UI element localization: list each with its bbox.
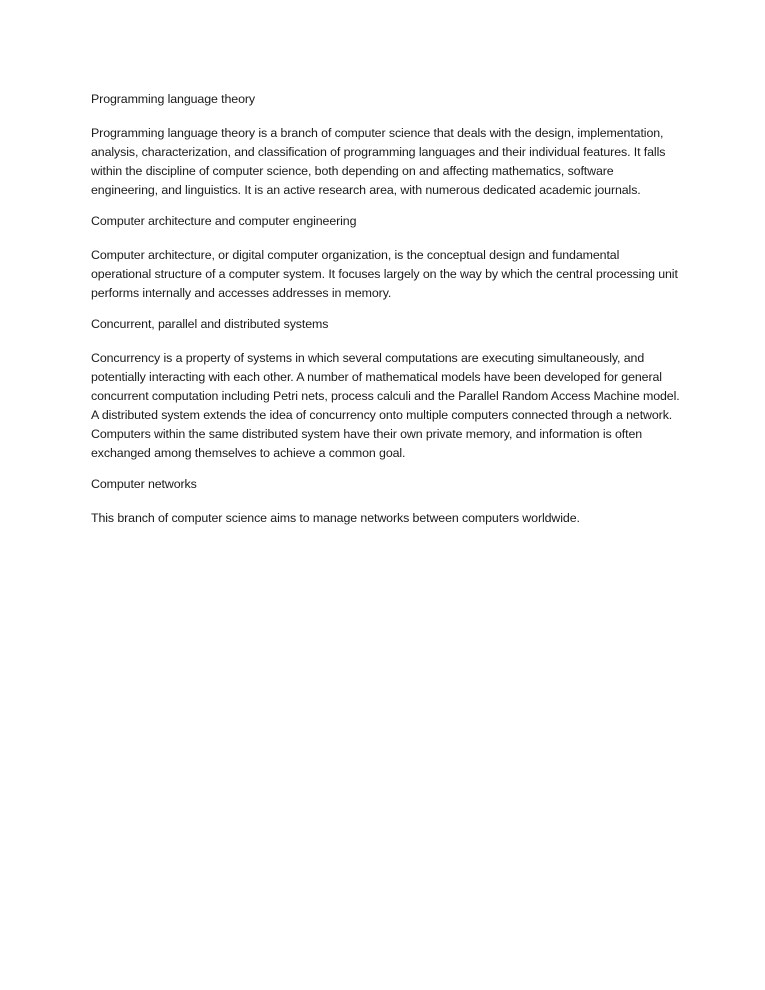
- section-computer-architecture: [91, 212, 681, 303]
- section-computer-networks: [91, 475, 681, 528]
- section-paragraph: Concurrency is a property of systems in which several computations are executing simultaneously, and potentially interacting with each other. A number of mathematical models have been developed for general concurrent computation including Petri nets, process calculi and the Parallel Random Access Machine model. A distributed system extends the idea of concurrency onto multiple computers connected through a network. Computers within the same distributed system have their own private memory, and information is often exchanged among themselves to achieve a common goal.: [91, 351, 680, 460]
- section-programming-language-theory: [91, 90, 681, 200]
- section-paragraph: Programming language theory is a branch of computer science that deals with the design, implementation, analysis, characterization, and classification of programming languages and their individual features. It falls within the discipline of computer science, both depending on and affecting mathematics, software engineering, and linguistics. It is an active research area, with numerous dedicated academic journals.: [91, 126, 666, 197]
- section-paragraph: Computer architecture, or digital computer organization, is the conceptual design and fundamental operational structure of a computer system. It focuses largely on the way by which the central processing unit performs internally and accesses addresses in memory.: [91, 248, 678, 300]
- section-paragraph: This branch of computer science aims to manage networks between computers worldwide.: [91, 511, 580, 525]
- section-heading: Concurrent, parallel and distributed systems: [91, 317, 329, 331]
- section-heading: Programming language theory: [91, 92, 255, 106]
- section-concurrent-systems: [91, 315, 681, 463]
- section-heading: Computer architecture and computer engineering: [91, 214, 357, 228]
- document-page: [91, 90, 681, 540]
- section-heading: Computer networks: [91, 477, 197, 491]
